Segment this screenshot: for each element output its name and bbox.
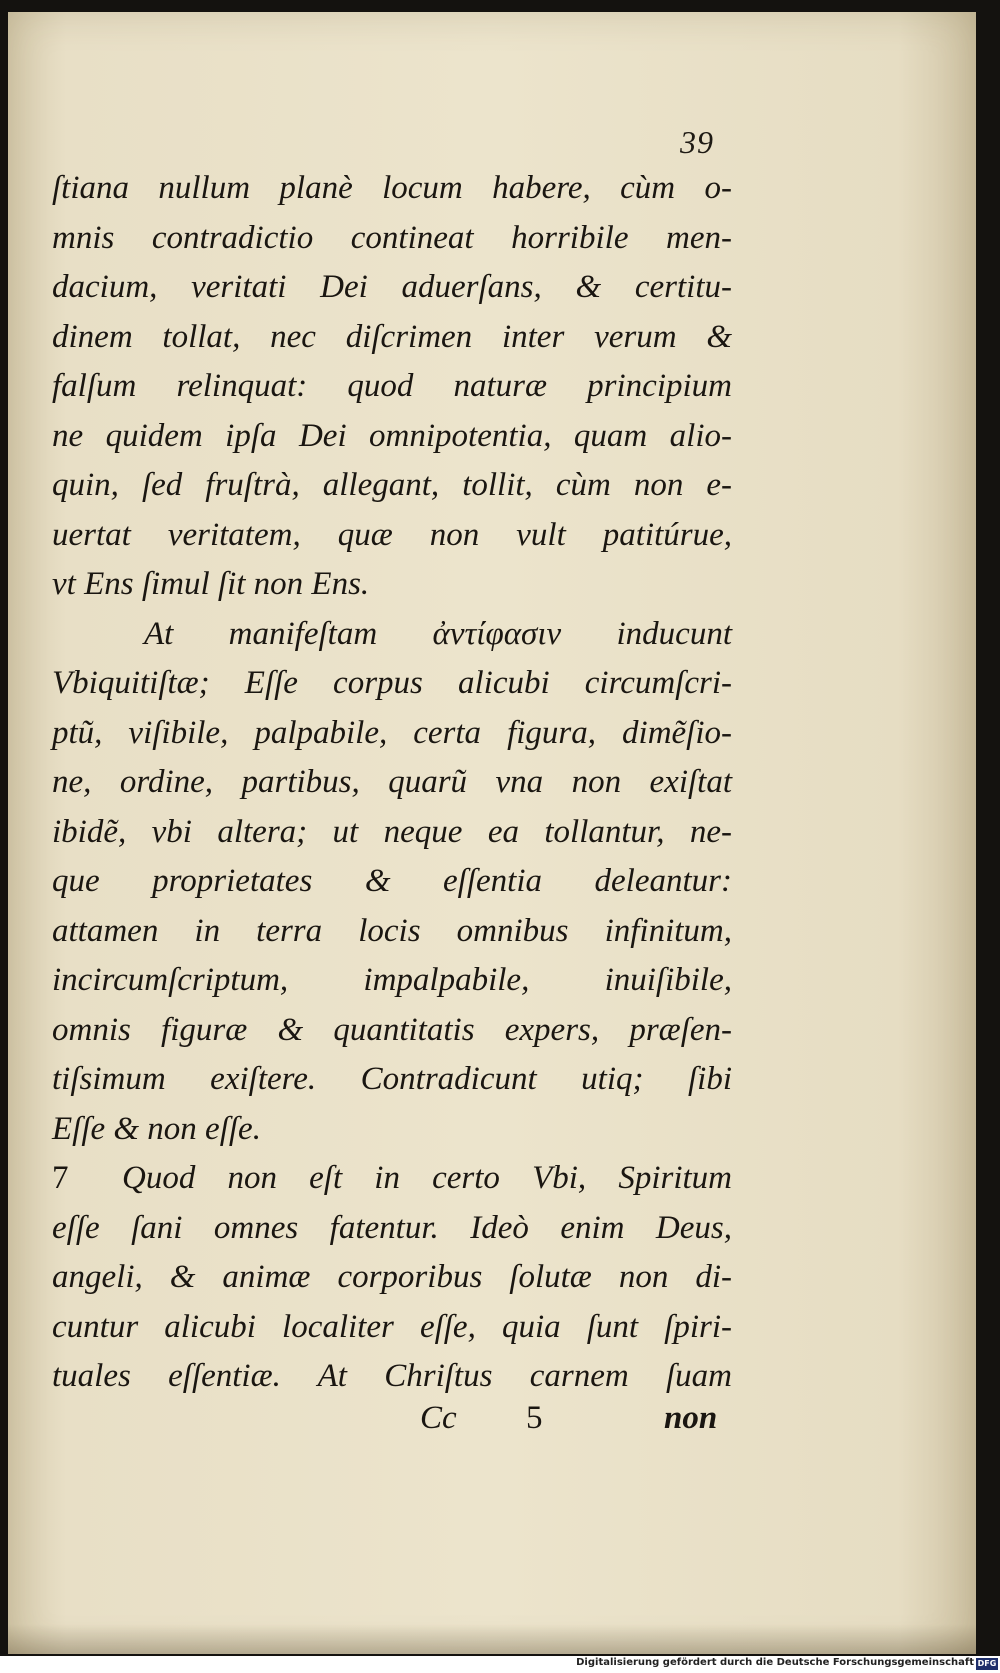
text-line: vt Ens ſimul ſit non Ens. — [52, 566, 370, 602]
text-line: Eſſe & non eſſe. — [52, 1110, 261, 1147]
book-page — [8, 12, 976, 1654]
text-line: quin, ſed fruſtrà, allegant, tollit, cùm non e- — [52, 467, 732, 503]
text-line: At manifeſtam ἀντίφασιν inducunt — [144, 615, 732, 652]
text-line: tuales eſſentiæ. At Chriſtus carnem ſuam — [52, 1358, 732, 1394]
numbered-text-line — [52, 1154, 732, 1204]
text-line: mnis contradictio contineat horribile men- — [52, 219, 732, 256]
text-line: tiſsimum exiſtere. Contradicunt utiq; ſibi — [52, 1061, 732, 1097]
dfg-logo: DFG — [977, 1659, 997, 1668]
text-line: omnis figuræ & quantitatis expers, præſen- — [52, 1011, 732, 1048]
funding-text: Digitalisierung gefördert durch die Deutsche Forschungsgemeinschaft — [576, 1657, 974, 1668]
signature-number: 5 — [526, 1400, 543, 1436]
page-number: 39 — [680, 124, 714, 160]
text-line: attamen in terra locis omnibus infinitum, — [52, 912, 732, 949]
text-line: Vbiquitiſtæ; Eſſe corpus alicubi circumſcri- — [52, 665, 732, 701]
text-line: falſum relinquat: quod naturæ principium — [52, 368, 732, 404]
text-line: que proprietates & eſſentia deleantur: — [52, 863, 732, 899]
text-line: dinem tollat, nec diſcrimen inter verum & — [52, 318, 732, 355]
text-line: ne, ordine, partibus, quarũ vna non exiſtat — [52, 764, 732, 800]
text-line: angeli, & animæ corporibus ſolutæ non di- — [52, 1259, 732, 1295]
text-line: ptũ, viſibile, palpabile, certa figura, dimẽſio- — [52, 714, 732, 751]
text-line: eſſe ſani omnes fatentur. Ideò enim Deus, — [52, 1209, 732, 1246]
text-line: cuntur alicubi localiter eſſe, quia ſunt ſpiri- — [52, 1308, 732, 1345]
funding-banner — [0, 1656, 1000, 1673]
text-line: ibidẽ, vbi altera; ut neque ea tollantur, ne- — [52, 813, 732, 850]
text-line: dacium, veritati Dei aduerſans, & certitu- — [52, 269, 732, 305]
body-text — [52, 164, 732, 1402]
text-line: ſtiana nullum planè locum habere, cùm o- — [52, 170, 732, 206]
paragraph-number: 7 — [52, 1160, 69, 1196]
text-line-content: Quod non eſt in certo Vbi, Spiritum — [122, 1160, 732, 1196]
signature-mark: Cc — [420, 1400, 457, 1436]
catchword: non — [664, 1400, 718, 1436]
text-line: ne quidem ipſa Dei omnipotentia, quam alio- — [52, 417, 732, 454]
text-line: incircumſcriptum, impalpabile, inuiſibile, — [52, 962, 732, 998]
text-line: uertat veritatem, quæ non vult patitúrue, — [52, 516, 732, 553]
